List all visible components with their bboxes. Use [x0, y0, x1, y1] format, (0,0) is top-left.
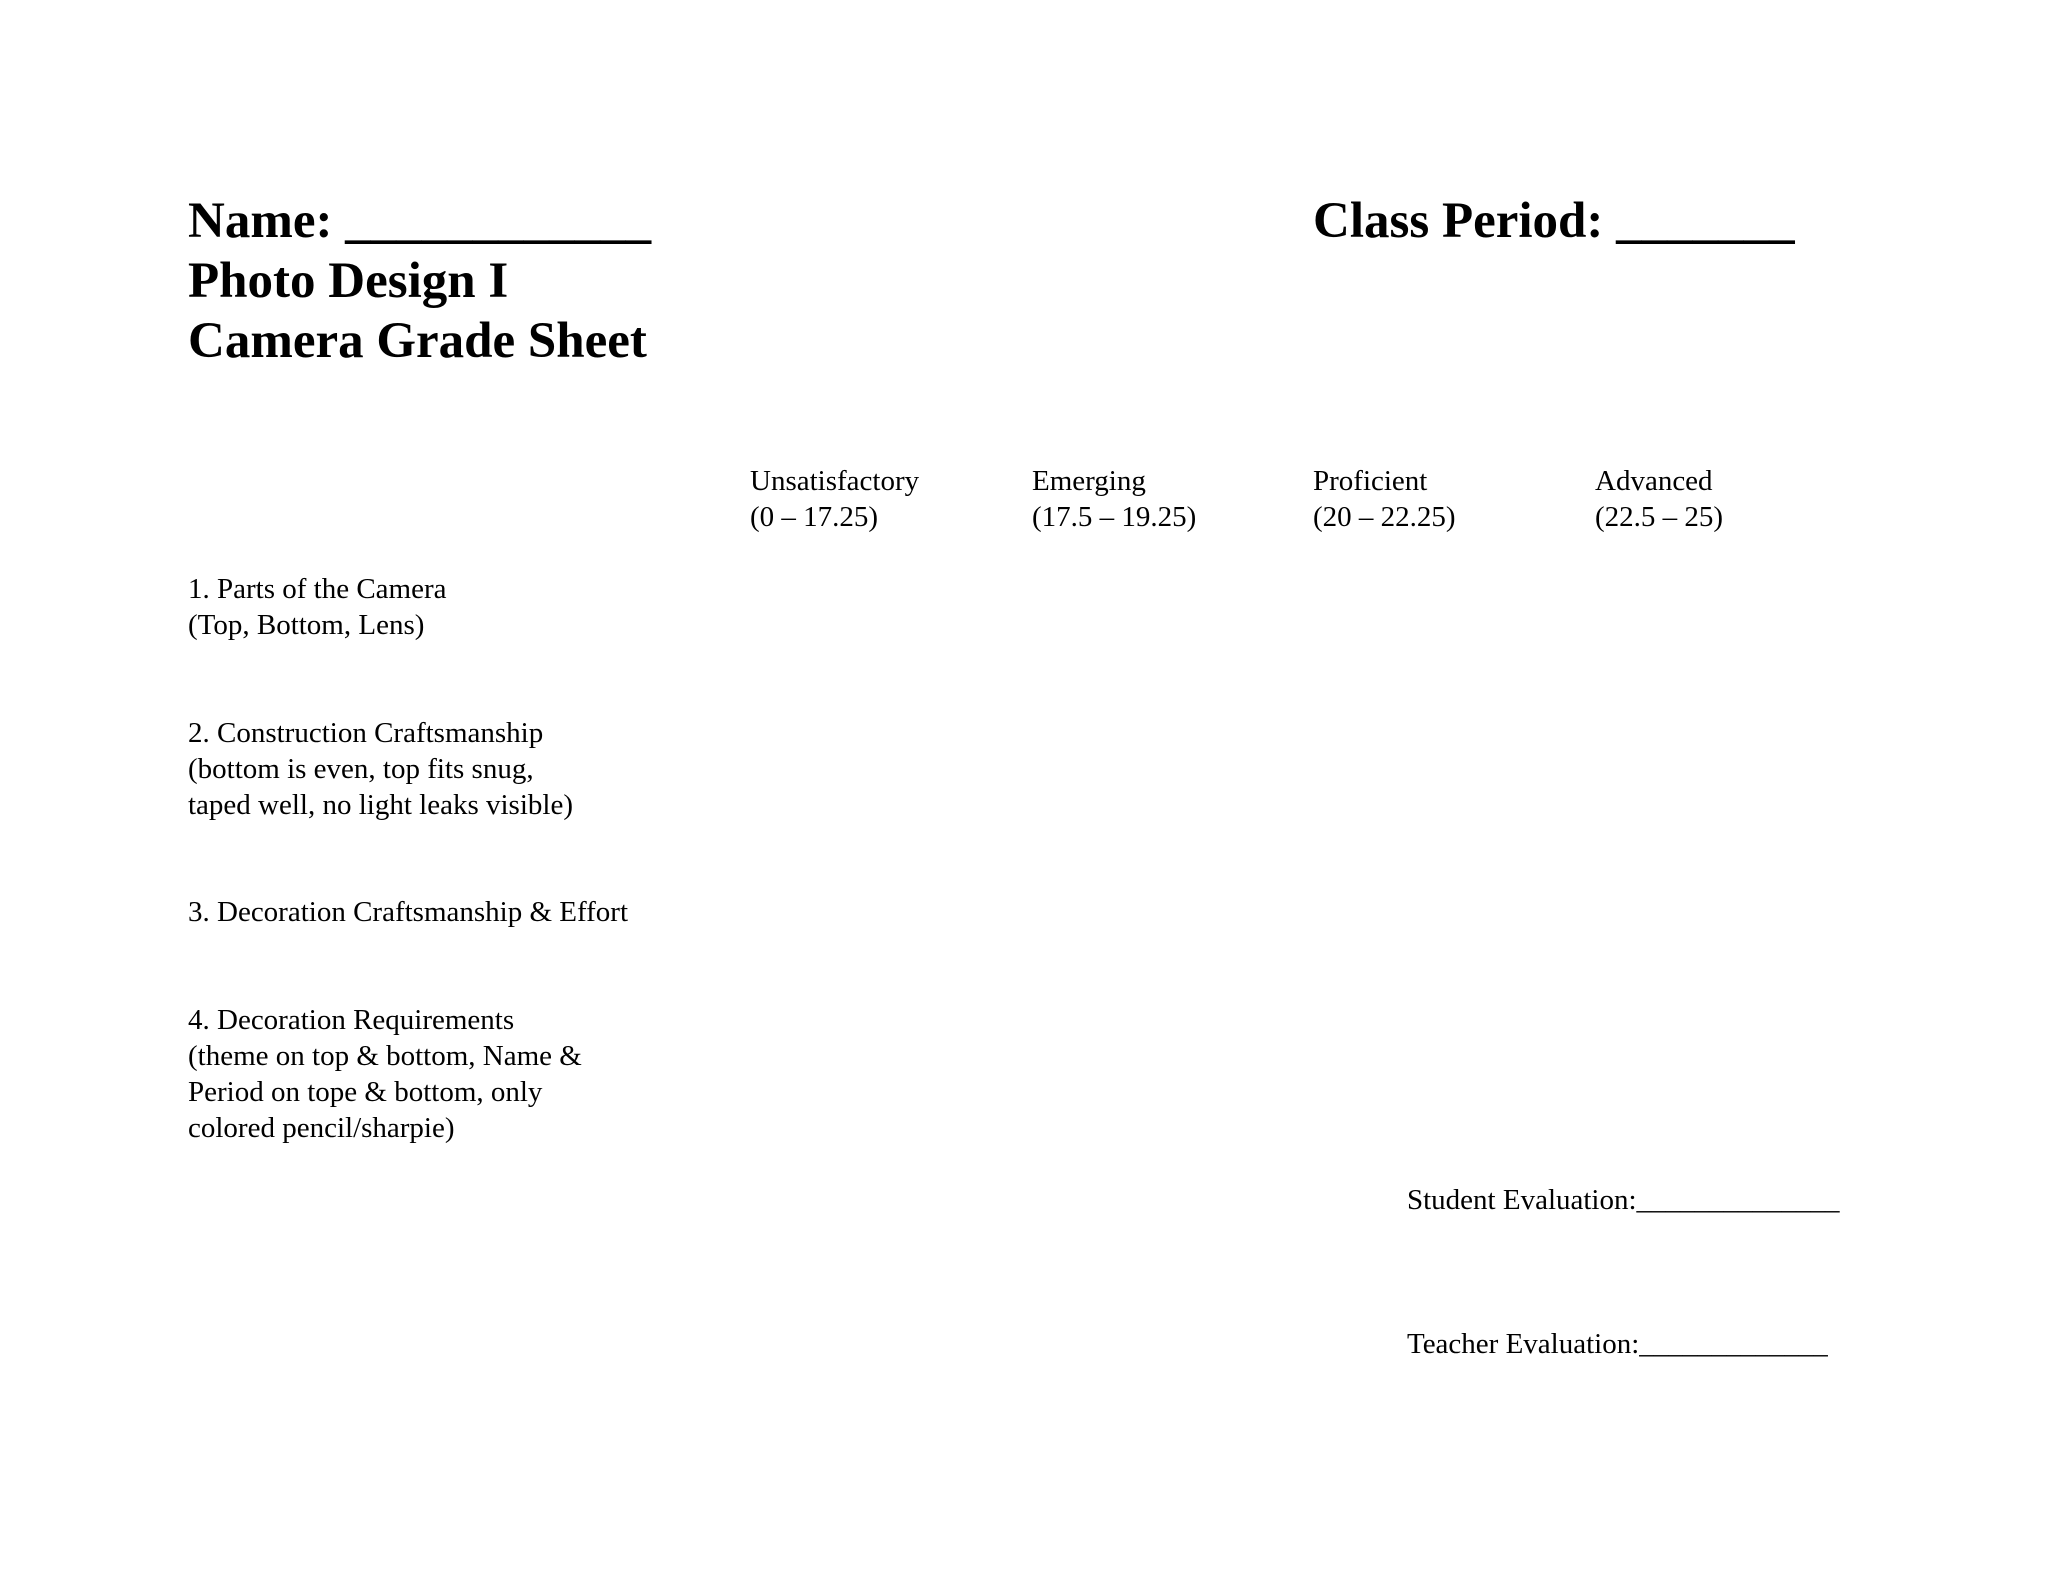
rubric-level-label: Unsatisfactory — [750, 465, 920, 497]
criterion-parts-of-camera — [188, 571, 447, 643]
teacher-evaluation-field: Teacher Evaluation:_____________ — [1407, 1328, 1828, 1360]
name-field-label: Name: ____________ — [188, 193, 652, 249]
rubric-level-label: Advanced — [1595, 465, 1713, 497]
criterion-decoration-craftsmanship — [188, 894, 628, 930]
criterion-detail: (Top, Bottom, Lens) — [188, 609, 425, 641]
rubric-level-range: (17.5 – 19.25) — [1032, 501, 1197, 533]
sheet-title: Camera Grade Sheet — [188, 313, 647, 369]
student-evaluation-field: Student Evaluation:______________ — [1407, 1184, 1840, 1216]
rubric-level-range: (20 – 22.25) — [1313, 501, 1456, 533]
criterion-construction-craftsmanship — [188, 715, 573, 823]
rubric-level-label: Proficient — [1313, 465, 1428, 497]
rubric-level-advanced — [1595, 463, 1723, 535]
rubric-level-unsatisfactory — [750, 463, 919, 535]
rubric-level-label: Emerging — [1032, 465, 1146, 497]
rubric-level-range: (0 – 17.25) — [750, 501, 879, 533]
rubric-level-proficient — [1313, 463, 1456, 535]
class-period-field-label: Class Period: _______ — [1313, 193, 1795, 249]
criterion-detail: (bottom is even, top fits snug, taped well, no light leaks visible) — [188, 753, 573, 821]
rubric-level-emerging — [1032, 463, 1196, 535]
criterion-title: 3. Decoration Craftsmanship & Effort — [188, 896, 628, 928]
criterion-decoration-requirements — [188, 1002, 582, 1146]
course-title: Photo Design I — [188, 253, 509, 309]
criterion-title: 2. Construction Craftsmanship — [188, 717, 544, 749]
rubric-level-range: (22.5 – 25) — [1595, 501, 1724, 533]
criterion-title: 1. Parts of the Camera — [188, 573, 447, 605]
criterion-detail: (theme on top & bottom, Name & Period on tope & bottom, only colored pencil/sharpie) — [188, 1040, 582, 1144]
criterion-title: 4. Decoration Requirements — [188, 1004, 515, 1036]
